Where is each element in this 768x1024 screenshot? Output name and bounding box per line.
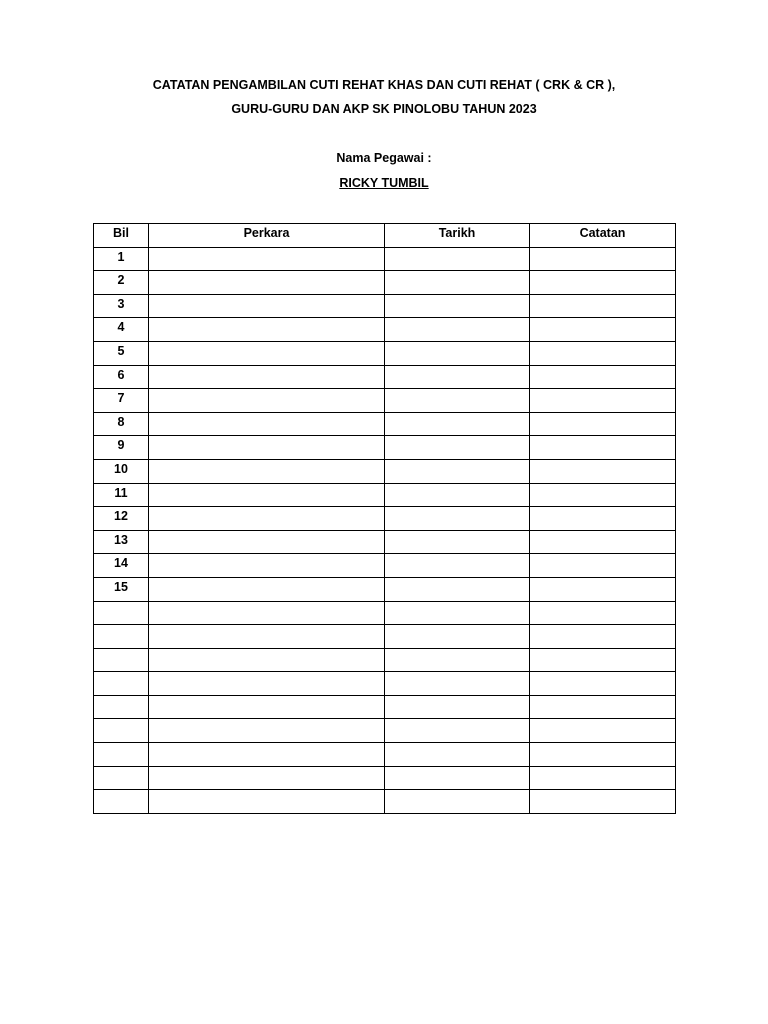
table-row	[94, 625, 676, 649]
cell-perkara	[149, 483, 385, 507]
cell-bil: 6	[94, 365, 149, 389]
cell-catatan	[530, 318, 676, 342]
cell-catatan	[530, 554, 676, 578]
cell-perkara	[149, 294, 385, 318]
cell-bil: 4	[94, 318, 149, 342]
cell-bil: 8	[94, 412, 149, 436]
cell-perkara	[149, 412, 385, 436]
table-row	[94, 247, 676, 271]
table-row	[94, 530, 676, 554]
cell-catatan	[530, 790, 676, 814]
cell-perkara	[149, 530, 385, 554]
cell-tarikh	[385, 625, 530, 649]
cell-catatan	[530, 577, 676, 601]
cell-catatan	[530, 648, 676, 672]
cell-perkara	[149, 719, 385, 743]
table-row	[94, 648, 676, 672]
cell-bil: 13	[94, 530, 149, 554]
table-row	[94, 577, 676, 601]
cell-bil	[94, 719, 149, 743]
table-body	[94, 247, 676, 813]
table-row	[94, 719, 676, 743]
cell-tarikh	[385, 341, 530, 365]
staff-name-label: Nama Pegawai :	[336, 151, 432, 165]
cell-catatan	[530, 459, 676, 483]
cell-tarikh	[385, 294, 530, 318]
table-row	[94, 483, 676, 507]
table-row	[94, 743, 676, 767]
cell-tarikh	[385, 766, 530, 790]
cell-perkara	[149, 625, 385, 649]
table-row	[94, 412, 676, 436]
table-row	[94, 459, 676, 483]
cell-perkara	[149, 271, 385, 295]
table-row	[94, 766, 676, 790]
cell-catatan	[530, 625, 676, 649]
cell-perkara	[149, 247, 385, 271]
cell-perkara	[149, 365, 385, 389]
table-row	[94, 672, 676, 696]
cell-perkara	[149, 389, 385, 413]
cell-catatan	[530, 766, 676, 790]
column-header-catatan: Catatan	[530, 224, 676, 248]
leave-record-table	[93, 223, 676, 814]
cell-perkara	[149, 601, 385, 625]
cell-tarikh	[385, 365, 530, 389]
cell-perkara	[149, 554, 385, 578]
cell-catatan	[530, 743, 676, 767]
cell-catatan	[530, 271, 676, 295]
cell-bil	[94, 790, 149, 814]
cell-tarikh	[385, 459, 530, 483]
cell-bil: 2	[94, 271, 149, 295]
cell-catatan	[530, 695, 676, 719]
table-row	[94, 389, 676, 413]
cell-perkara	[149, 648, 385, 672]
table-row	[94, 294, 676, 318]
column-header-bil: Bil	[94, 224, 149, 248]
cell-perkara	[149, 577, 385, 601]
cell-bil	[94, 672, 149, 696]
cell-perkara	[149, 436, 385, 460]
cell-perkara	[149, 459, 385, 483]
cell-tarikh	[385, 530, 530, 554]
cell-bil	[94, 625, 149, 649]
cell-bil: 7	[94, 389, 149, 413]
document-title-line-2: GURU-GURU DAN AKP SK PINOLOBU TAHUN 2023	[231, 102, 537, 116]
cell-tarikh	[385, 483, 530, 507]
cell-bil	[94, 601, 149, 625]
table-row	[94, 790, 676, 814]
cell-catatan	[530, 341, 676, 365]
cell-tarikh	[385, 790, 530, 814]
cell-tarikh	[385, 389, 530, 413]
cell-bil	[94, 766, 149, 790]
table-row	[94, 695, 676, 719]
cell-catatan	[530, 436, 676, 460]
cell-tarikh	[385, 743, 530, 767]
table-header-row	[94, 224, 676, 248]
cell-perkara	[149, 790, 385, 814]
cell-catatan	[530, 389, 676, 413]
column-header-tarikh: Tarikh	[385, 224, 530, 248]
cell-catatan	[530, 530, 676, 554]
cell-tarikh	[385, 318, 530, 342]
cell-tarikh	[385, 271, 530, 295]
table-row	[94, 318, 676, 342]
cell-catatan	[530, 719, 676, 743]
cell-tarikh	[385, 412, 530, 436]
cell-tarikh	[385, 554, 530, 578]
table-row	[94, 436, 676, 460]
cell-tarikh	[385, 695, 530, 719]
cell-catatan	[530, 412, 676, 436]
cell-catatan	[530, 483, 676, 507]
table-row	[94, 341, 676, 365]
document-title-line-1: CATATAN PENGAMBILAN CUTI REHAT KHAS DAN CUTI REHAT ( CRK & CR ),	[152, 78, 616, 92]
cell-bil: 15	[94, 577, 149, 601]
cell-tarikh	[385, 648, 530, 672]
cell-perkara	[149, 341, 385, 365]
cell-tarikh	[385, 577, 530, 601]
cell-perkara	[149, 318, 385, 342]
cell-tarikh	[385, 247, 530, 271]
table-row	[94, 365, 676, 389]
cell-perkara	[149, 507, 385, 531]
cell-catatan	[530, 365, 676, 389]
cell-perkara	[149, 766, 385, 790]
cell-bil: 11	[94, 483, 149, 507]
cell-bil: 10	[94, 459, 149, 483]
cell-bil	[94, 648, 149, 672]
cell-catatan	[530, 507, 676, 531]
cell-perkara	[149, 743, 385, 767]
cell-perkara	[149, 695, 385, 719]
cell-tarikh	[385, 672, 530, 696]
table-row	[94, 271, 676, 295]
cell-tarikh	[385, 436, 530, 460]
cell-perkara	[149, 672, 385, 696]
column-header-perkara: Perkara	[149, 224, 385, 248]
cell-catatan	[530, 601, 676, 625]
cell-catatan	[530, 294, 676, 318]
cell-bil: 3	[94, 294, 149, 318]
cell-bil: 12	[94, 507, 149, 531]
table-row	[94, 554, 676, 578]
cell-catatan	[530, 247, 676, 271]
cell-tarikh	[385, 719, 530, 743]
cell-bil: 14	[94, 554, 149, 578]
table-row	[94, 507, 676, 531]
table-row	[94, 601, 676, 625]
cell-bil: 9	[94, 436, 149, 460]
staff-name: RICKY TUMBIL	[339, 176, 429, 190]
cell-bil: 1	[94, 247, 149, 271]
cell-tarikh	[385, 507, 530, 531]
cell-bil	[94, 743, 149, 767]
cell-bil: 5	[94, 341, 149, 365]
cell-catatan	[530, 672, 676, 696]
cell-bil	[94, 695, 149, 719]
cell-tarikh	[385, 601, 530, 625]
